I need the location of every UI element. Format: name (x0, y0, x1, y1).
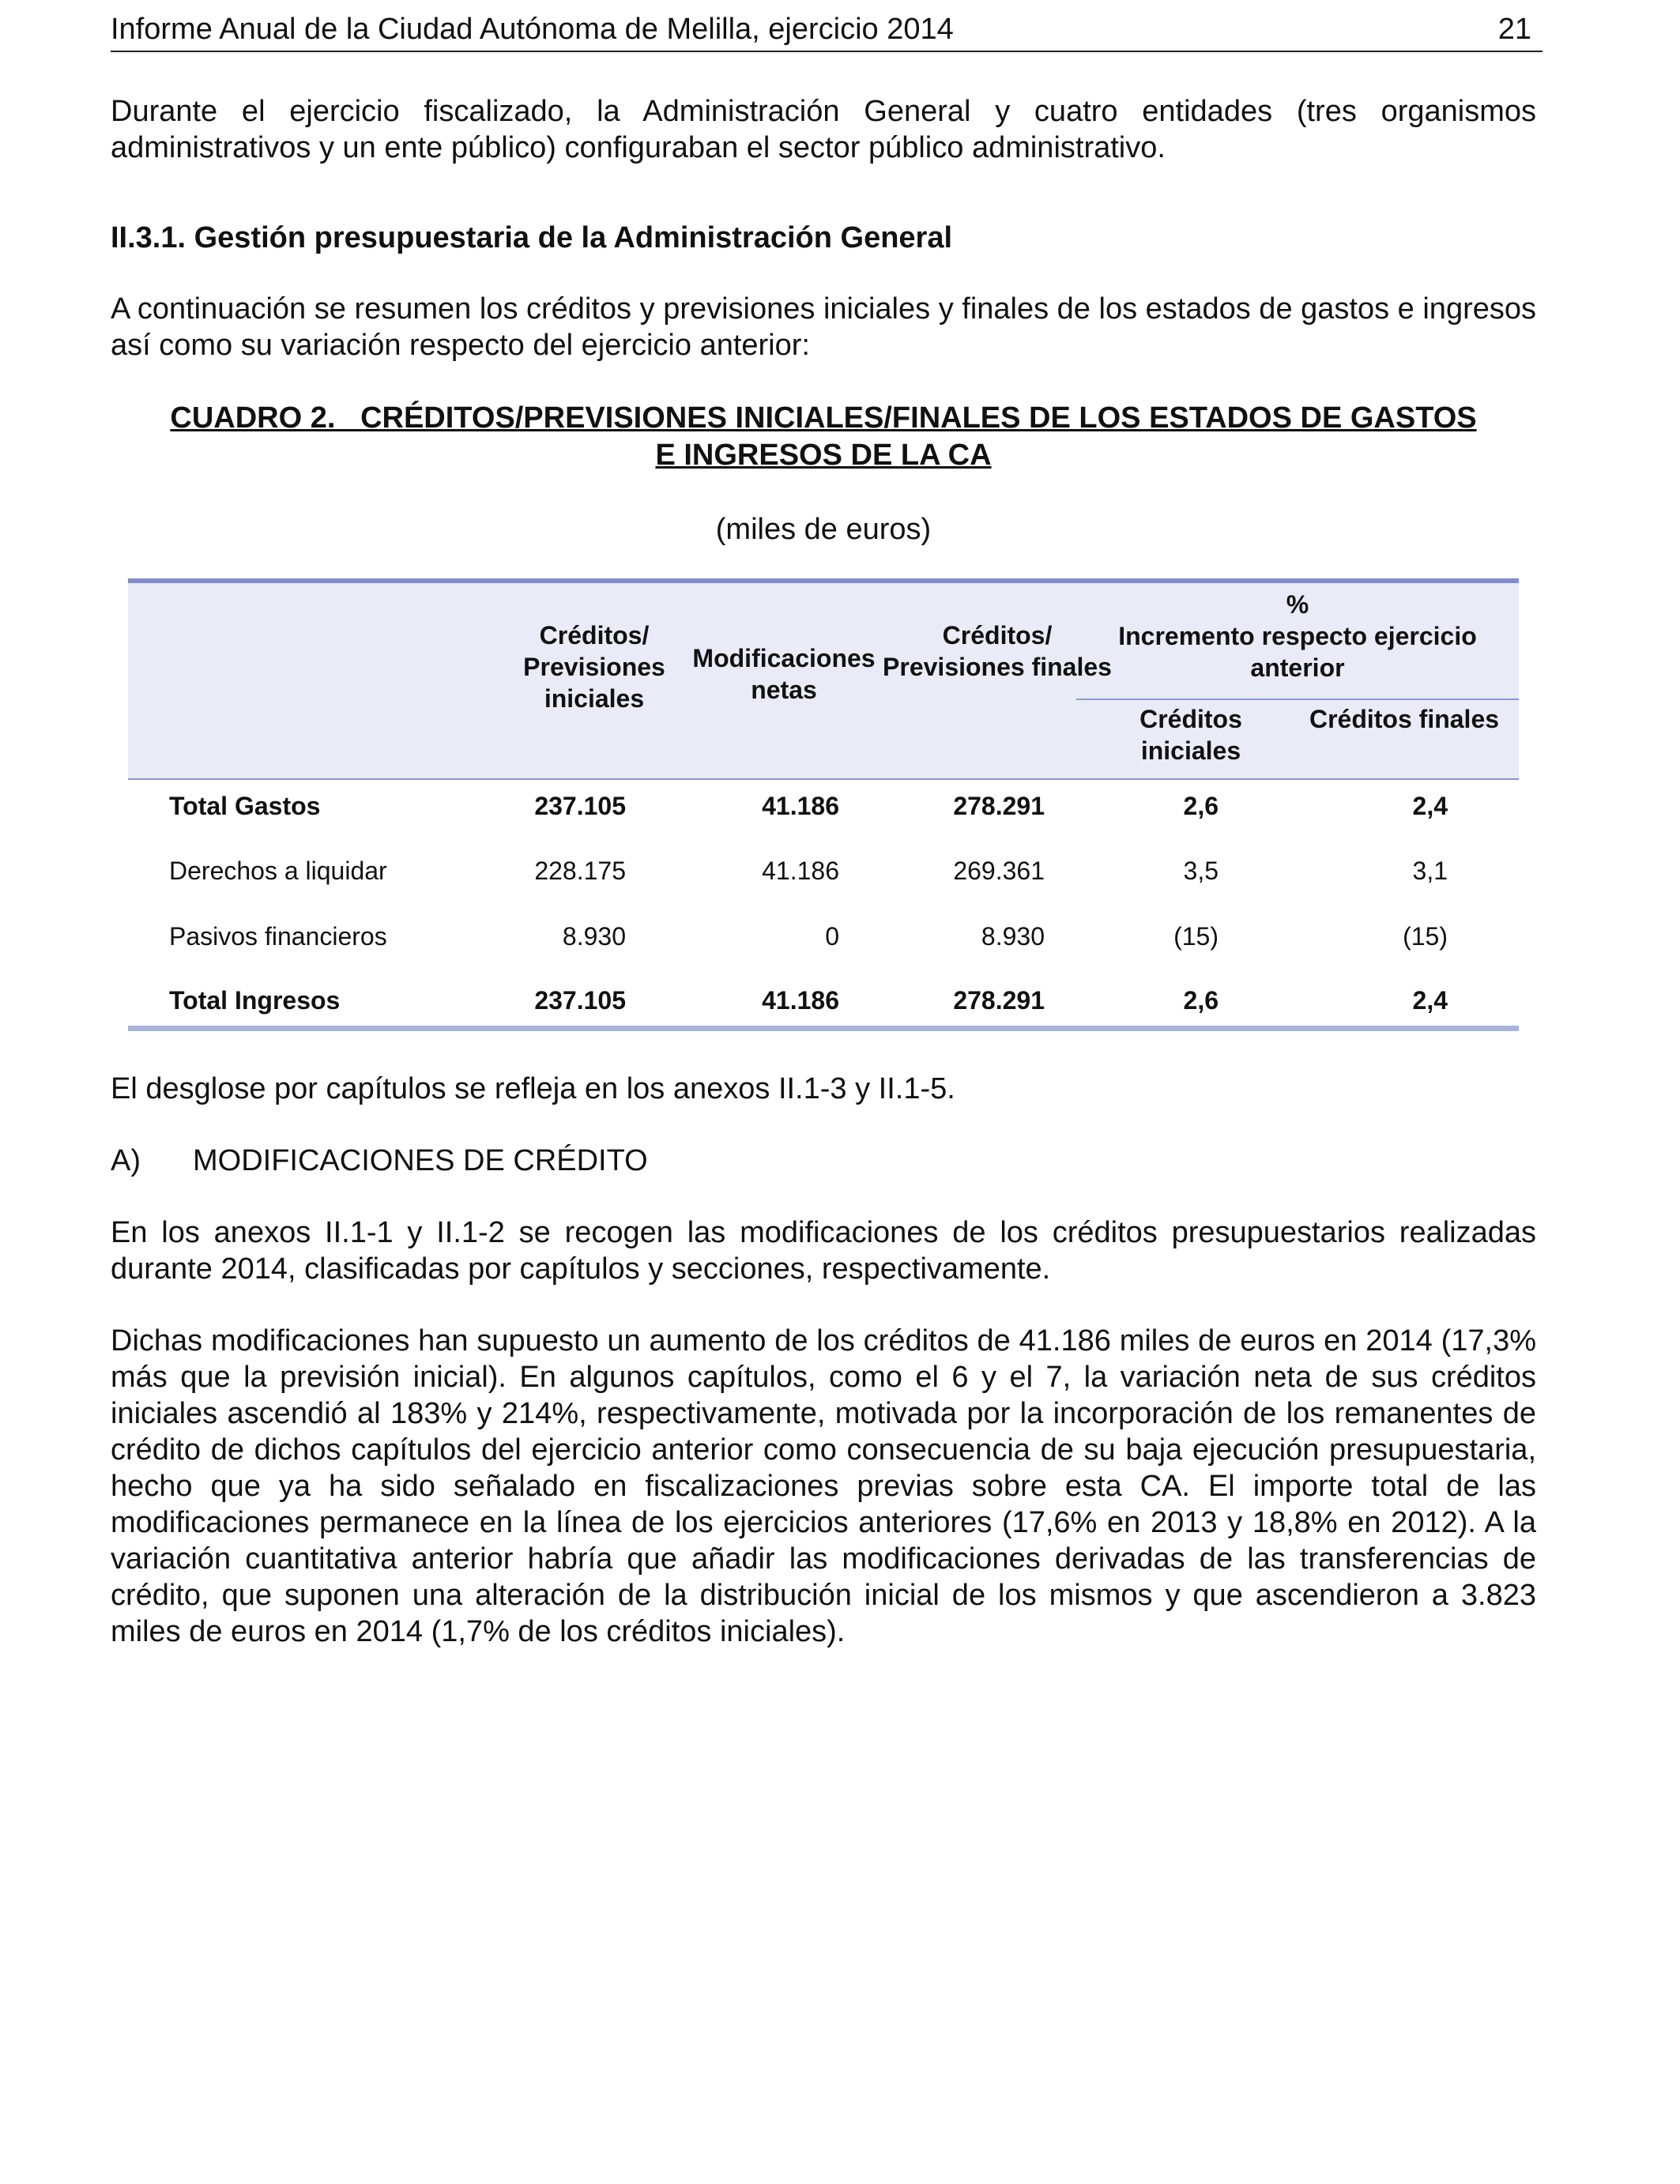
row-label: Total Ingresos (169, 986, 341, 1015)
cell-finales: 278.291 (953, 986, 1045, 1015)
table-row (128, 853, 1519, 889)
cell-pct-iniciales: 2,6 (1183, 986, 1219, 1015)
subheader-creditos-finales: Créditos finales (1309, 705, 1500, 733)
table-row (128, 918, 1519, 955)
row-label: Total Gastos (169, 792, 321, 820)
table-row (128, 788, 1519, 824)
header-incremento-label: Incremento respecto ejercicio anterior (1118, 622, 1477, 682)
table-title-line1: CUADRO 2. CRÉDITOS/PREVISIONES INICIALES/FINALES DE LOS ESTADOS DE GASTOS (170, 401, 1477, 435)
row-label: Pasivos financieros (169, 922, 387, 951)
subsection-letter: A) (111, 1144, 141, 1177)
intro-paragraph: Durante el ejercicio fiscalizado, la Administración General y cuatro entidades (tres organismos administrativos y un ente público) configuraban el sector público administrativo. (111, 95, 1536, 164)
table-title-line2: E INGRESOS DE LA CA (655, 439, 992, 472)
cell-pct-finales: 3,1 (1412, 857, 1448, 885)
table-header-divider (128, 778, 1519, 780)
header-creditos-iniciales: Créditos/ Previsiones iniciales (523, 621, 665, 713)
cell-pct-iniciales: 2,6 (1183, 792, 1219, 820)
subheader-creditos-iniciales: Créditos iniciales (1139, 705, 1242, 765)
cell-finales: 278.291 (953, 792, 1045, 820)
cell-modificaciones: 41.186 (762, 857, 839, 885)
cell-modificaciones: 41.186 (762, 986, 839, 1015)
section-heading: II.3.1. Gestión presupuestaria de la Administración General (111, 221, 953, 254)
subsection-title: MODIFICACIONES DE CRÉDITO (193, 1144, 648, 1177)
cell-iniciales: 237.105 (534, 986, 626, 1015)
modificaciones-paragraph: Dichas modificaciones han supuesto un aumento de los créditos de 41.186 miles de euros en 2014 (17,3% más que la previsión inicial). En algunos capítulos, como el 6 y el 7, la variación neta de sus créditos iniciales ascendió al 183% y 214%, respectivamente, motivada por la incorporación de los remanentes de crédito de dichos capítulos del ejercicio anterior como consecuencia de su baja ejecución presupuestaria, hecho que ya ha sido señalado en fiscalizaciones previas sobre esta CA. El importe total de las modificaciones permanece en la línea de los ejercicios anteriores (17,6% en 2013 y 18,8% en 2012). A la variación cuantitativa anterior habría que añadir las modificaciones derivadas de las transferencias de crédito, que suponen una alteración de la distribución inicial de los mismos y que ascendieron a 3.823 miles de euros en 2014 (1,7% de los créditos iniciales). (111, 1324, 1536, 1648)
cell-finales: 8.930 (981, 922, 1045, 951)
cell-pct-iniciales: 3,5 (1183, 857, 1219, 885)
row-label: Derechos a liquidar (169, 857, 387, 885)
cell-pct-finales: 2,4 (1412, 986, 1448, 1015)
cell-pct-iniciales: (15) (1173, 922, 1219, 951)
cell-finales: 269.361 (953, 857, 1045, 885)
table-row (128, 982, 1519, 1019)
running-header (111, 8, 1543, 52)
page-number: 21 (1497, 13, 1531, 46)
cell-pct-finales: 2,4 (1412, 792, 1448, 820)
table-title (111, 400, 1536, 474)
table-bottom-border (128, 1026, 1519, 1031)
table-subheader-divider (1076, 699, 1519, 700)
cell-iniciales: 228.175 (534, 857, 626, 885)
header-modificaciones-netas: Modificaciones netas (692, 644, 876, 704)
cell-iniciales: 237.105 (534, 792, 626, 820)
subsection-heading (111, 1143, 648, 1179)
cell-modificaciones: 0 (825, 922, 839, 951)
header-percent-sign: % (1286, 590, 1309, 619)
header-title: Informe Anual de la Ciudad Autónoma de Melilla, ejercicio 2014 (111, 13, 954, 46)
cell-pct-finales: (15) (1403, 922, 1448, 951)
cell-iniciales: 8.930 (562, 922, 626, 951)
section-intro-paragraph: A continuación se resumen los créditos y previsiones iniciales y finales de los estados de gastos e ingresos así como su variación respecto del ejercicio anterior: (111, 292, 1536, 362)
header-incremento (1076, 589, 1519, 683)
cell-modificaciones: 41.186 (762, 792, 839, 820)
table-units: (miles de euros) (715, 513, 932, 546)
anexos-paragraph: En los anexos II.1-1 y II.1-2 se recogen las modificaciones de los créditos presupuestarios realizadas durante 2014, clasificadas por capítulos y secciones, respectivamente. (111, 1216, 1536, 1286)
desglose-paragraph: El desglose por capítulos se refleja en los anexos II.1-3 y II.1-5. (111, 1072, 955, 1105)
header-creditos-finales: Créditos/ Previsiones finales (883, 621, 1112, 681)
